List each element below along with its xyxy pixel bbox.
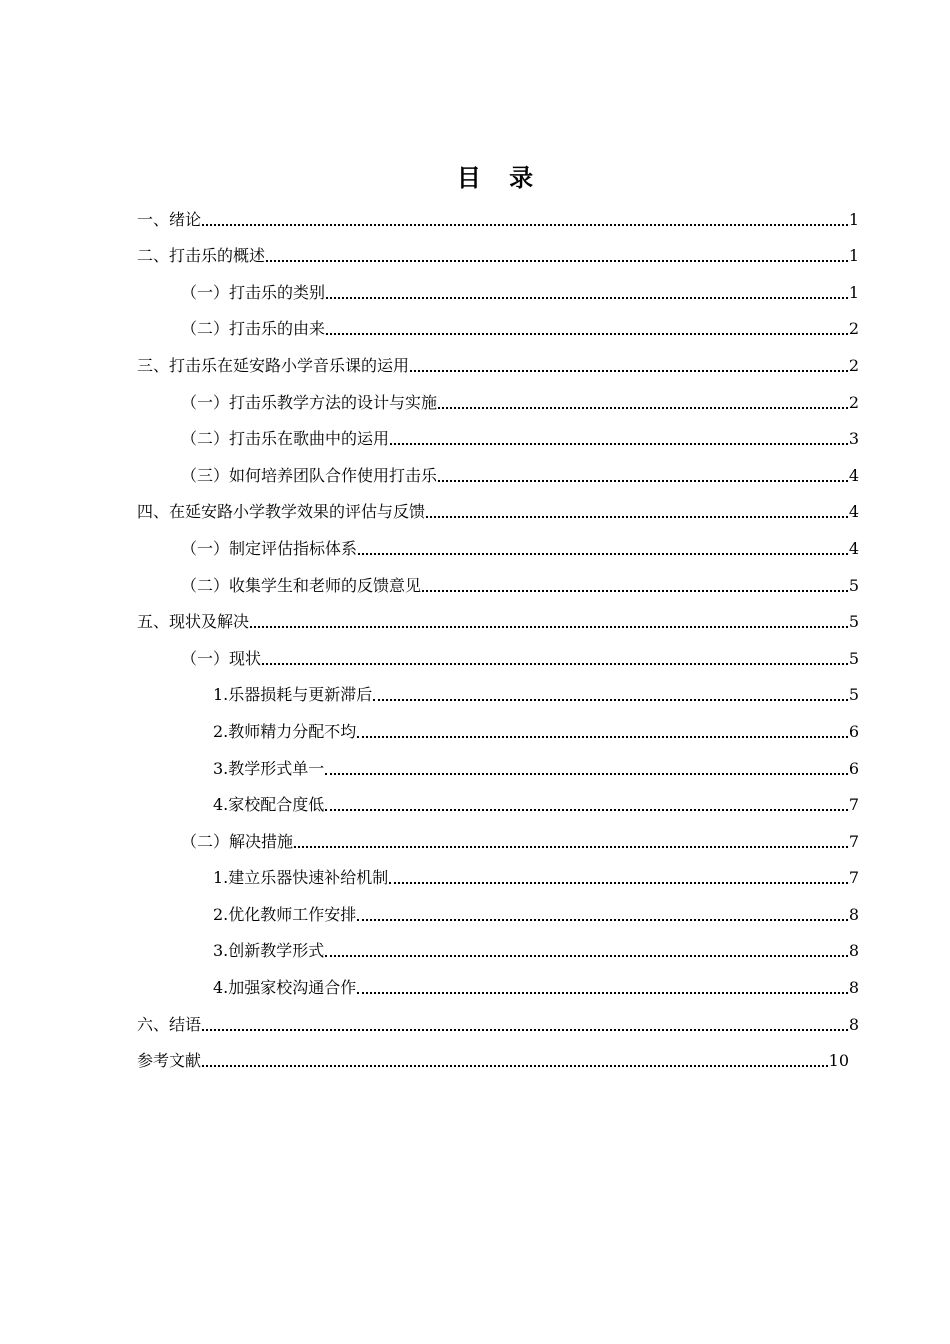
toc-entry[interactable] [137,711,859,748]
toc-entry-label: 三、打击乐在延安路小学音乐课的运用 [137,355,410,375]
toc-entry-label: （一）打击乐的类别 [181,282,326,302]
toc-dot-leader [294,846,848,848]
toc-entry[interactable] [137,455,859,492]
toc-entry-page-number: 8 [848,941,859,961]
toc-entry[interactable] [137,565,859,602]
toc-dot-leader [373,699,848,701]
toc-entry-label: 2.教师精力分配不均 [213,721,357,741]
toc-entry-page-number: 6 [848,721,859,741]
toc-dot-leader [438,407,848,409]
toc-dot-leader [389,882,848,884]
toc-title: 目 录 [456,164,544,193]
toc-entry[interactable] [137,236,859,273]
toc-entry-page-number: 4 [848,538,859,558]
toc-dot-leader [358,553,848,555]
toc-entry[interactable] [137,858,859,895]
toc-dot-leader [325,773,848,775]
toc-entry-label: （二）解决措施 [181,831,294,851]
toc-entry-page-number: 5 [848,648,859,668]
toc-entry[interactable] [137,382,859,419]
toc-entry-label: （一）制定评估指标体系 [181,538,358,558]
toc-entry-page-number: 2 [848,392,859,412]
toc-entry[interactable] [137,272,859,309]
toc-entry-page-number: 1 [848,282,859,302]
toc-entry-page-number: 8 [848,904,859,924]
table-of-contents [137,199,859,1077]
toc-dot-leader [410,370,848,372]
toc-entry[interactable] [137,345,859,382]
toc-entry[interactable] [137,785,859,822]
toc-entry-page-number: 8 [848,1014,859,1034]
toc-entry-page-number: 7 [848,868,859,888]
toc-entry-page-number: 1 [848,246,859,266]
toc-dot-leader [357,992,848,994]
toc-entry[interactable] [137,309,859,346]
toc-entry-page-number: 8 [848,978,859,998]
toc-dot-leader [390,443,848,445]
toc-entry-page-number: 5 [848,575,859,595]
toc-entry-label: 六、结语 [137,1014,202,1034]
toc-dot-leader [325,955,848,957]
toc-entry-label: 4.加强家校沟通合作 [213,978,357,998]
toc-entry[interactable] [137,894,859,931]
toc-entry-page-number: 6 [848,758,859,778]
toc-entry-label: 2.优化教师工作安排 [213,904,357,924]
toc-entry[interactable] [137,492,859,529]
toc-dot-leader [202,224,848,226]
toc-entry-page-number: 7 [848,795,859,815]
toc-entry-label: 五、现状及解决 [137,612,250,632]
toc-entry-label: 一、绪论 [137,209,202,229]
toc-entry[interactable] [137,1041,859,1078]
toc-dot-leader [250,626,848,628]
toc-entry[interactable] [137,967,859,1004]
toc-entry-page-number: 4 [848,465,859,485]
toc-entry[interactable] [137,528,859,565]
toc-dot-leader [202,1065,828,1067]
toc-entry-page-number: 5 [848,612,859,632]
toc-entry-label: 3.创新教学形式 [213,941,325,961]
toc-entry-label: 1.乐器损耗与更新滞后 [213,685,373,705]
toc-entry[interactable] [137,675,859,712]
toc-entry[interactable] [137,602,859,639]
toc-dot-leader [422,590,848,592]
toc-dot-leader [357,736,848,738]
toc-entry-label: （三）如何培养团队合作使用打击乐 [181,465,438,485]
toc-entry[interactable] [137,419,859,456]
toc-entry-label: （二）收集学生和老师的反馈意见 [181,575,422,595]
toc-dot-leader [262,663,848,665]
toc-dot-leader [426,516,848,518]
toc-entry-label: 参考文献 [137,1051,202,1071]
toc-dot-leader [326,297,848,299]
toc-entry-page-number: 5 [848,685,859,705]
toc-entry[interactable] [137,199,859,236]
toc-entry-label: 3.教学形式单一 [213,758,325,778]
toc-dot-leader [438,480,848,482]
toc-entry-page-number: 2 [848,319,859,339]
toc-dot-leader [325,809,848,811]
toc-entry-label: 二、打击乐的概述 [137,246,266,266]
toc-entry[interactable] [137,931,859,968]
toc-entry-page-number: 2 [848,355,859,375]
toc-entry-label: （一）现状 [181,648,262,668]
toc-entry-label: （二）打击乐的由来 [181,319,326,339]
toc-entry-label: 4.家校配合度低 [213,795,325,815]
toc-entry-page-number: 7 [848,831,859,851]
toc-entry-page-number: 10 [828,1051,849,1071]
toc-entry[interactable] [137,821,859,858]
toc-dot-leader [266,260,848,262]
toc-entry[interactable] [137,748,859,785]
toc-dot-leader [357,919,848,921]
toc-entry[interactable] [137,638,859,675]
toc-dot-leader [202,1029,848,1031]
toc-entry-label: （一）打击乐教学方法的设计与实施 [181,392,438,412]
toc-entry-page-number: 4 [848,502,859,522]
toc-entry-label: 1.建立乐器快速补给机制 [213,868,389,888]
toc-dot-leader [326,333,848,335]
toc-entry-page-number: 1 [848,209,859,229]
toc-entry-label: （二）打击乐在歌曲中的运用 [181,429,390,449]
toc-entry-page-number: 3 [848,429,859,449]
toc-entry[interactable] [137,1004,859,1041]
toc-entry-label: 四、在延安路小学教学效果的评估与反馈 [137,502,426,522]
